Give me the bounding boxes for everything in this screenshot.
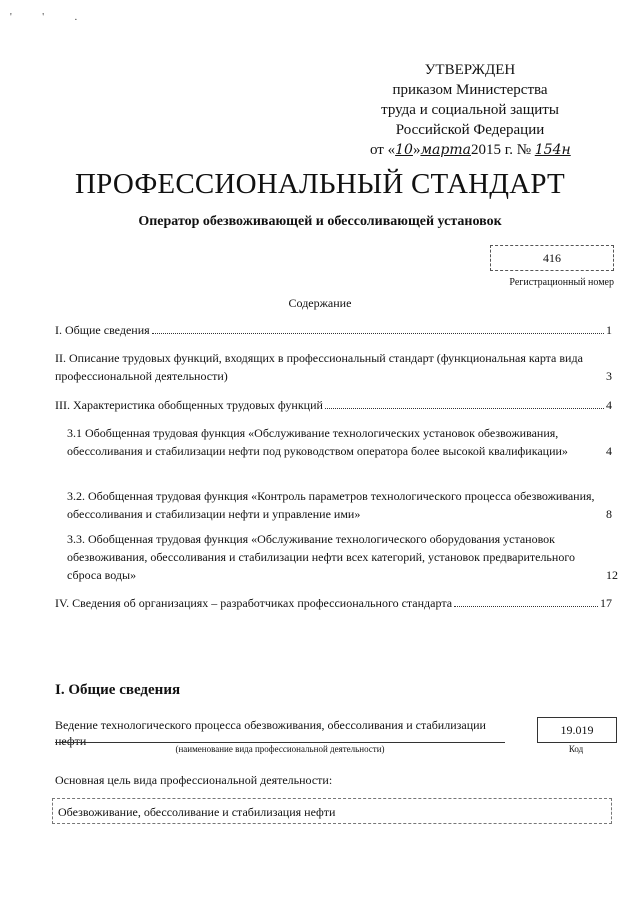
- goal-box: Обезвоживание, обессоливание и стабилизация нефти: [52, 798, 612, 824]
- order-number: 154н: [534, 142, 571, 158]
- toc-item-4[interactable]: [55, 594, 612, 612]
- toc-item-3[interactable]: [55, 396, 612, 414]
- toc-item-3-2[interactable]: [67, 487, 612, 523]
- toc-item-text: I. Общие сведения: [55, 323, 150, 337]
- toc-page: 1: [606, 323, 612, 337]
- section-1-heading: I. Общие сведения: [55, 682, 181, 698]
- date-mid: »: [412, 142, 421, 158]
- activity-code-caption: Код: [568, 744, 584, 754]
- toc-item-3-1[interactable]: [67, 424, 612, 460]
- toc-page: 17: [600, 596, 612, 610]
- toc-item-3-3[interactable]: [67, 530, 618, 584]
- toc-item-text: 3.1 Обобщенная трудовая функция «Обслуживание технологических установок обезвоживания, обессоливания и стабилизации нефти под руководством оператора более высокой квалификации»: [67, 426, 568, 458]
- toc-page: 4: [606, 398, 612, 412]
- toc-page: 8: [606, 507, 612, 521]
- scan-specks: ' ' .: [10, 12, 92, 23]
- registration-number-label: Регистрационный номер: [509, 277, 614, 288]
- registration-number-box: 416: [490, 245, 614, 271]
- approval-date: [370, 140, 570, 160]
- date-day: 10: [395, 142, 413, 158]
- activity-underline: [55, 742, 505, 743]
- date-month: марта: [420, 142, 471, 158]
- toc-item-text: 3.2. Обобщенная трудовая функция «Контроль параметров технологического процесса обезвоживания, обессоливания и стабилизации нефти и управление ими»: [67, 489, 595, 521]
- toc-item-text: 3.3. Обобщенная трудовая функция «Обслуживание технологического оборудования установок обезвоживания, обессоливания и стабилизации нефти всех категорий, установок предварительного сброса воды»: [67, 532, 575, 582]
- approval-line-2: приказом Министерства: [392, 82, 548, 98]
- page-title: ПРОФЕССИОНАЛЬНЫЙ СТАНДАРТ: [75, 168, 565, 200]
- toc-item-2[interactable]: [55, 349, 612, 385]
- approval-block: [370, 60, 570, 160]
- activity-caption: (наименование вида профессиональной деятельности): [175, 744, 385, 754]
- toc-page: 12: [606, 568, 618, 582]
- toc-leader: [454, 606, 598, 607]
- date-year: 2015 г. №: [470, 142, 532, 158]
- approval-line-1: УТВЕРЖДЕН: [424, 62, 516, 78]
- date-prefix: от «: [370, 142, 396, 158]
- toc-item-1[interactable]: [55, 321, 612, 339]
- approval-line-3: труда и социальной защиты: [381, 102, 559, 118]
- toc-item-text: III. Характеристика обобщенных трудовых функций: [55, 398, 323, 412]
- goal-label: Основная цель вида профессиональной деятельности:: [55, 773, 333, 787]
- toc-item-text: IV. Сведения об организациях – разработчиках профессионального стандарта: [55, 596, 453, 610]
- approval-line-4: Российской Федерации: [395, 122, 545, 138]
- toc-page: 3: [606, 369, 612, 383]
- activity-code-box: 19.019: [537, 717, 617, 743]
- activity-name: Ведение технологического процесса обезвоживания, обессоливания и стабилизации нефти: [55, 718, 486, 748]
- page-subtitle: Оператор обезвоживающей и обессоливающей установок: [138, 214, 502, 229]
- toc-leader: [152, 333, 604, 334]
- toc-item-text: II. Описание трудовых функций, входящих в профессиональный стандарт (функциональная карта вида профессиональной деятельности): [55, 351, 583, 383]
- toc-leader: [325, 408, 604, 409]
- contents-heading: Содержание: [288, 296, 352, 310]
- toc-page: 4: [606, 444, 612, 458]
